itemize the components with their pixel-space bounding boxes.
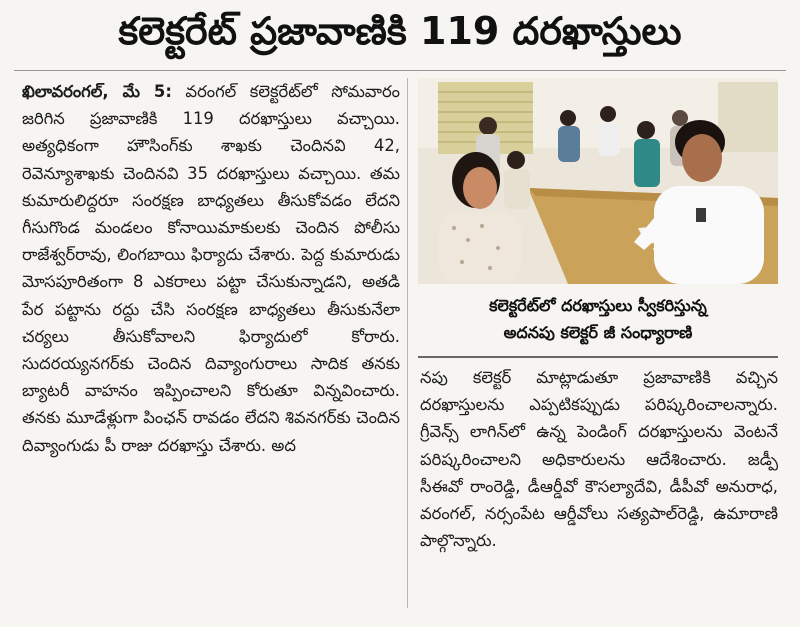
news-photo [418, 78, 778, 284]
column-divider [407, 78, 408, 608]
photo-caption-line-1: కలెక్టరేట్‌లో దరఖాస్తులు స్వీకరిస్తున్న [489, 296, 707, 315]
article-body-left: వరంగల్ కలెక్టరేట్‌లో సోమవారం జరిగిన ప్రజావాణికి 119 దరఖాస్తులు వచ్చాయి. అత్యధికంగా హౌసింగ్‌కు శాఖకు చెందినవి 42, రెవెన్యూశాఖకు చెందినవి 35 దరఖాస్తులు వచ్చాయి. తమ కుమారులిద్దరూ సంరక్షణ బాధ్యతలు తీసుకోవడం లేదని గీసుగొండ మండలం కోనాయిమాకులకు చెందిన పోలీసు రాజేశ్వర్‌రావు, లింగబాయి ఫిర్యాదు చేశారు. పెద్ద కుమారుడు మోసపూరితంగా 8 ఎకరాలు పట్టా చేసుకున్నాడని, అతడి పేర పట్టాను రద్దు చేసి సంరక్షణ బాధ్యతలు తీసుకునేలా చర్యలు తీసుకోవాలని ఫిర్యాదులో కోరారు. సుదరయ్యనగర్‌కు చెందిన దివ్యాంగురాలు సాదిక తనకు బ్యాటరీ వాహనం ఇప్పించాలని కోరుతూ విన్నవించారు. తనకు మూడేళ్లుగా పింఛన్ రావడం లేదని శివనగర్‌కు చెందిన దివ్యాంగుడు పీ రాజు దరఖాస్తు చేశారు. అద [22, 82, 400, 455]
article-body-right: నపు కలెక్టర్ మాట్లాడుతూ ప్రజావాణికి వచ్చిన దరఖాస్తులను ఎప్పటికప్పుడు పరిష్కరించాలన్నారు. గ్రీవెన్స్ లాగిన్‌లో ఉన్న పెండింగ్ దరఖాస్తులను వెంటనే పరిష్కరించాలని అధికారులను ఆదేశించారు. జడ్పీ సీఈవో రాంరెడ్డి, డీఆర్డీవో కౌసల్యాదేవి, డీపీవో అనురాధ, వరంగల్, నర్సంపేట ఆర్డీవోలు సత్యపాల్‌రెడ్డి, ఉమారాణి పాల్గొన్నారు. [420, 368, 778, 551]
dateline: ఖిలావరంగల్, మే 5: [22, 82, 172, 101]
article-paragraph-left [22, 78, 400, 459]
photo-caption-line-2: అదనపు కలెక్టర్ జీ సంధ్యారాణి [503, 323, 693, 342]
headline-rule [14, 70, 786, 71]
photo-caption [418, 286, 778, 352]
headline: కలెక్టరేట్ ప్రజావాణికి 119 దరఖాస్తులు [118, 9, 682, 53]
caption-rule [418, 356, 778, 358]
news-photo-image [418, 78, 778, 284]
article-column-right [420, 364, 778, 554]
article-column-left [22, 78, 400, 459]
